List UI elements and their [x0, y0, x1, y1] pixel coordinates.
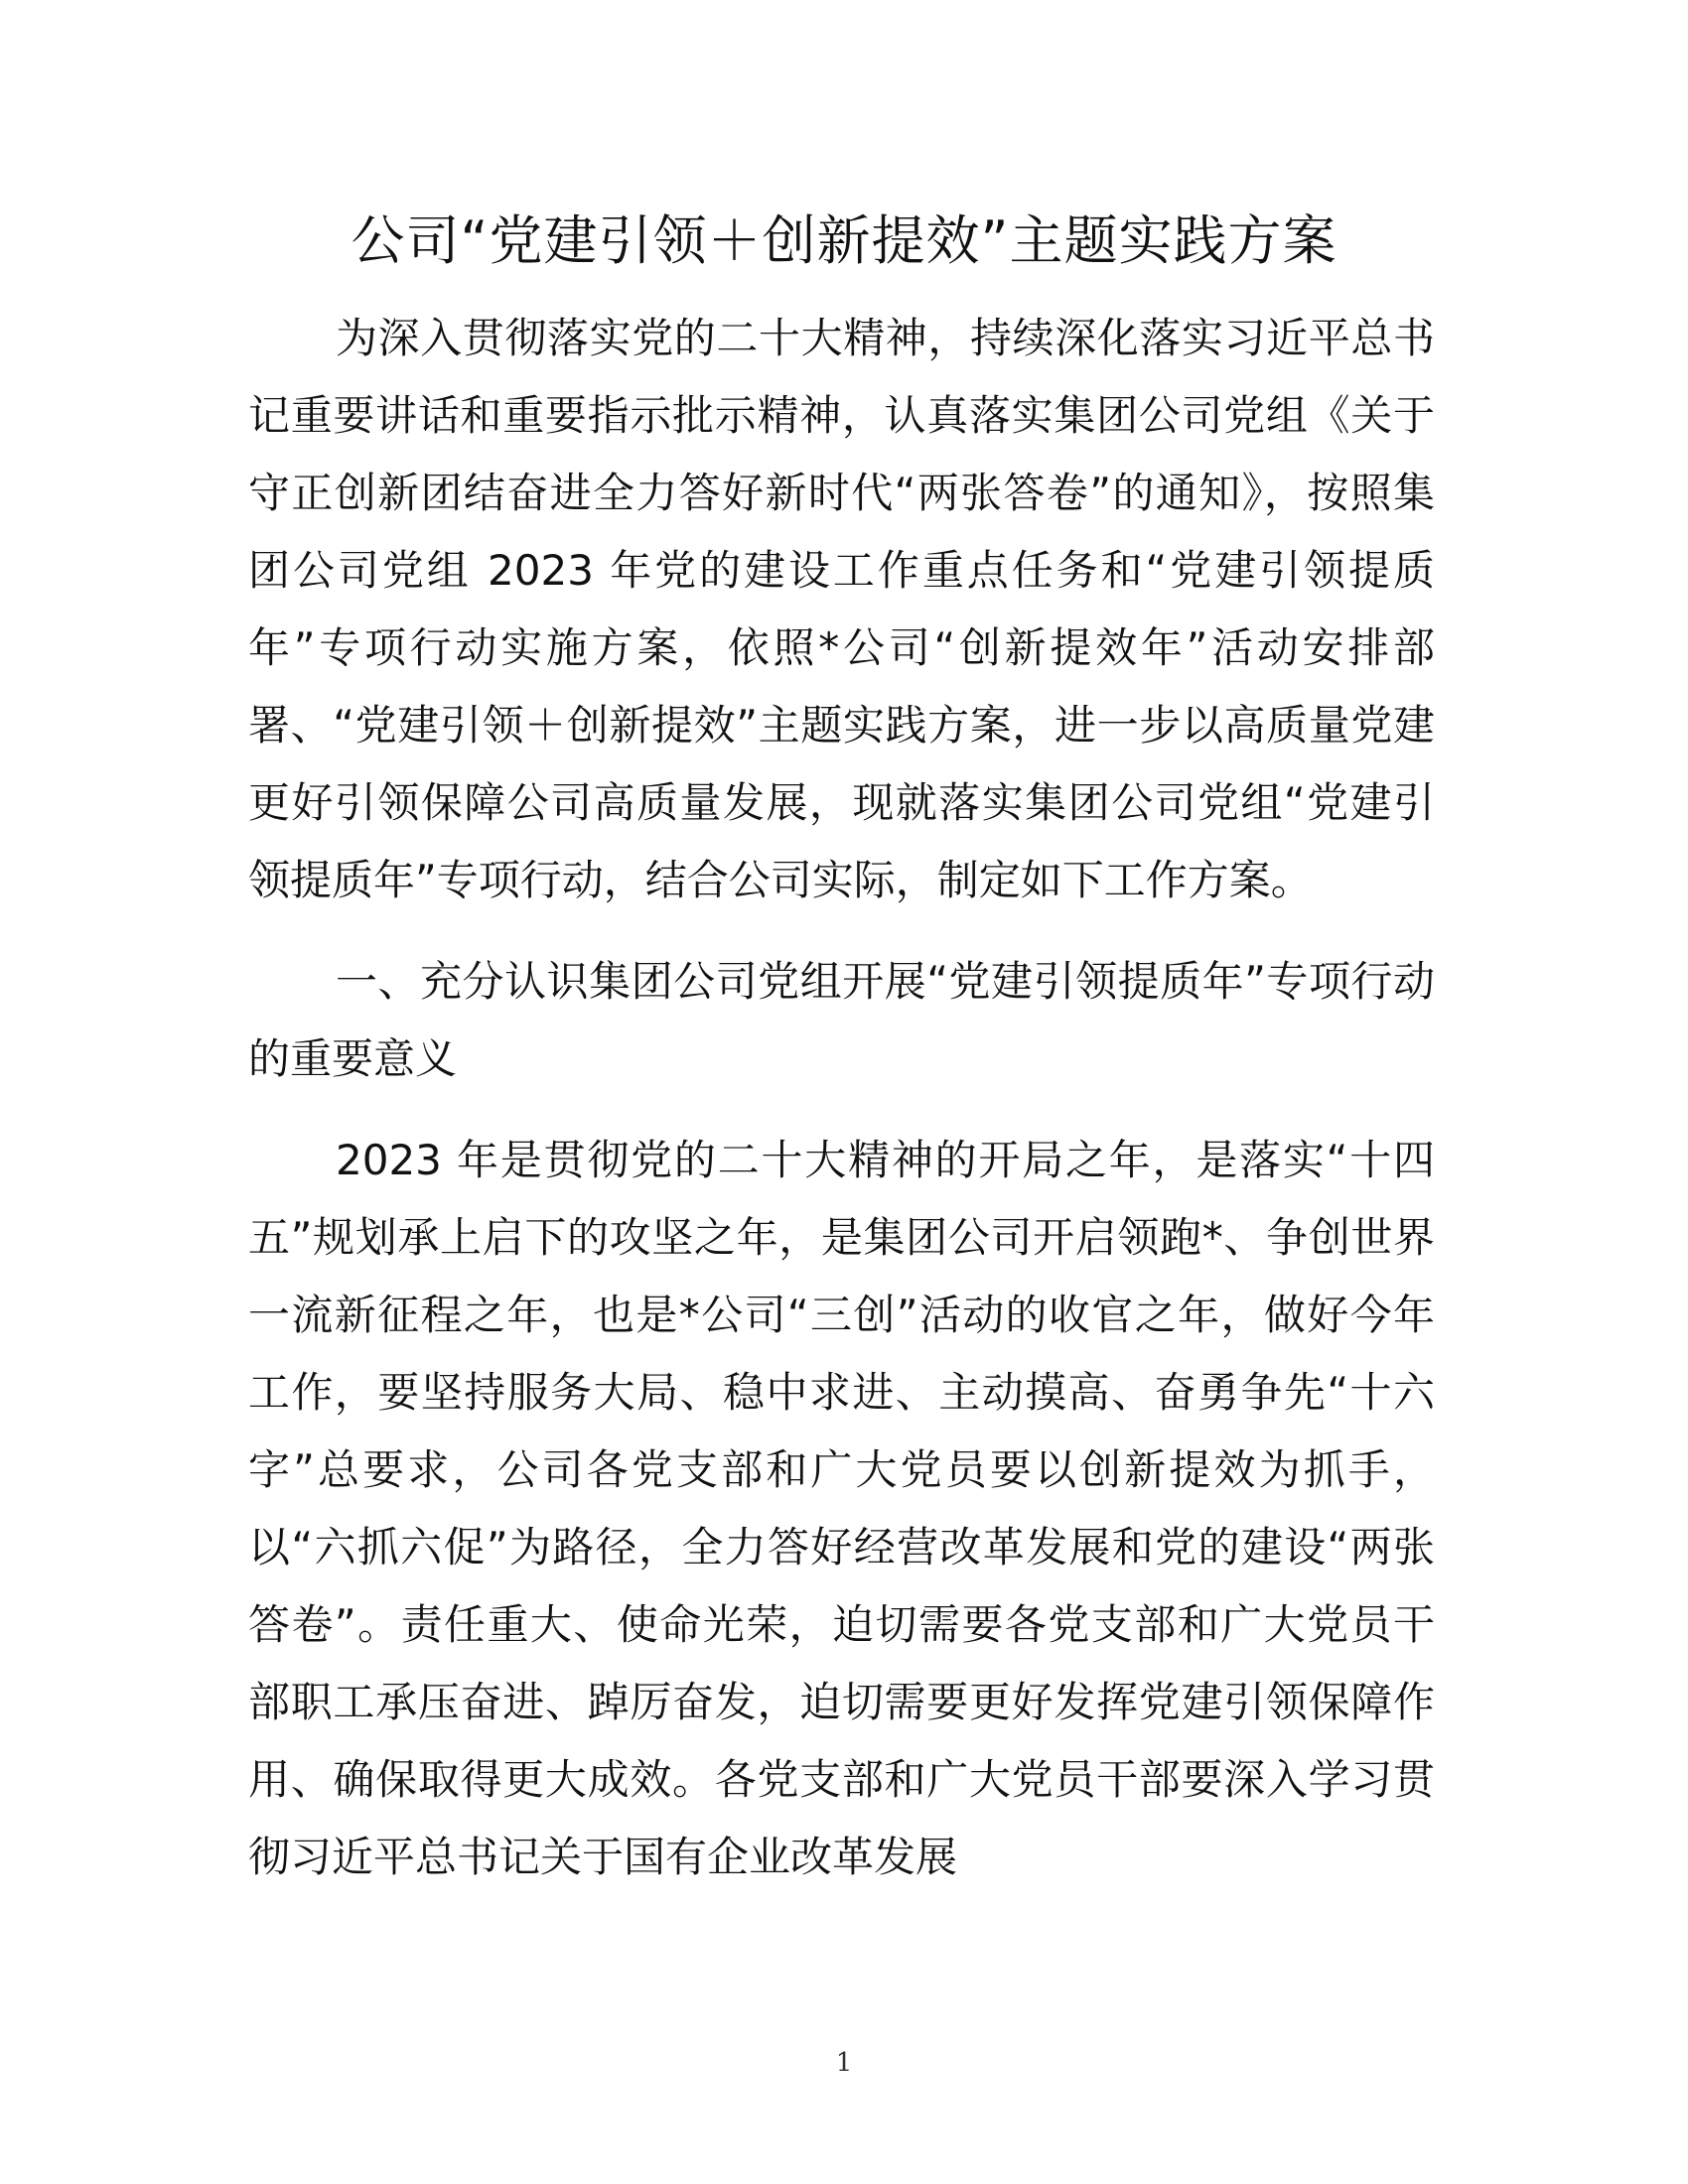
intro-paragraph: 为深入贯彻落实党的二十大精神，持续深化落实习近平总书记重要讲话和重要指示批示精神，认真落实集团公司党组《关于守正创新团结奋进全力答好新时代“两张答卷”的通知》，按照集团公司党组 2023 年党的建设工作重点任务和“党建引领提质年”专项行动实施方案，依照*公司“创新提效年”活动安排部署、“党建引领＋创新提效”主题实践方案，进一步以高质量党建更好引领保障公司高质量发展，现就落实集团公司党组“党建引领提质年”专项行动，结合公司实际，制定如下工作方案。	[248, 314, 1435, 904]
section-1-paragraph: 2023 年是贯彻党的二十大精神的开局之年，是落实“十四五”规划承上启下的攻坚之年，是集团公司开启领跑*、争创世界一流新征程之年，也是*公司“三创”活动的收官之年，做好今年工作，要坚持服务大局、稳中求进、主动摸高、奋勇争先“十六字”总要求，公司各党支部和广大党员要以创新提效为抓手，以“六抓六促”为路径，全力答好经营改革发展和党的建设“两张答卷”。责任重大、使命光荣，迫切需要各党支部和广大党员干部职工承压奋进、踔厉奋发，迫切需要更好发挥党建引领保障作用、确保取得更大成效。各党支部和广大党员干部要深入学习贯彻习近平总书记关于国有企业改革发展	[248, 1136, 1435, 1881]
document-title: 公司“党建引领＋创新提效”主题实践方案	[351, 209, 1337, 272]
section-heading-1: 一、充分认识集团公司党组开展“党建引领提质年”专项行动的重要意义	[248, 957, 1435, 1083]
document-body	[248, 300, 1435, 1896]
page-number: 1	[835, 2048, 853, 2078]
